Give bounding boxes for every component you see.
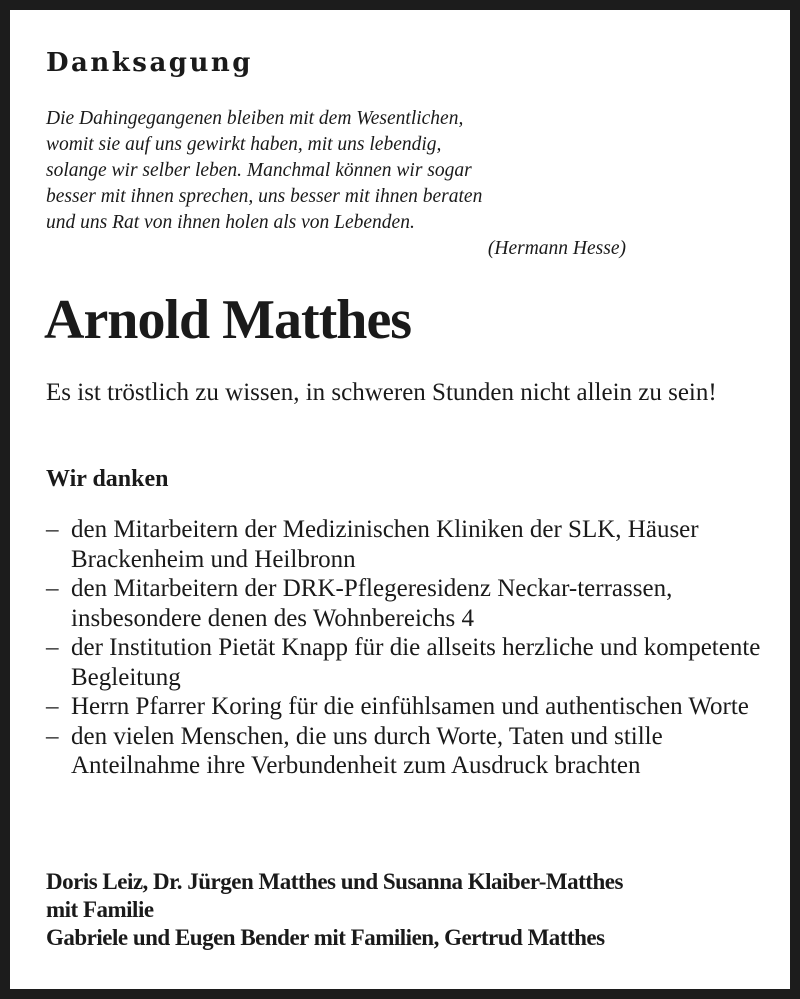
deceased-name: Arnold Matthes [44,289,412,351]
list-item: – der Institution Pietät Knapp für die allseits herzliche und kompetente Begleitung [46,634,761,691]
quote-author: (Hermann Hesse) [487,238,626,259]
heading: Danksagung [46,48,253,78]
list-item: – den vielen Menschen, die uns durch Worte, Taten und stille Anteilnahme ihre Verbundenheit zum Ausdruck brachten [46,722,663,779]
quote-line: besser mit ihnen sprechen, uns besser mit ihnen beraten [46,186,483,207]
dash-bullet: – [46,634,59,661]
quote-block [46,106,626,262]
list-item: – den Mitarbeitern der Medizinischen Kliniken der SLK, Häuser Brackenheim und Heilbronn [46,516,699,573]
quote-line: und uns Rat von ihnen holen als von Lebenden. [46,212,415,233]
signer-line: mit Familie [46,897,154,922]
list-item: – den Mitarbeitern der DRK-Pflegeresidenz Neckar-terrassen, insbesondere denen des Wohnbereichs 4 [46,575,673,632]
quote-line: Die Dahingegangenen bleiben mit dem Wesentlichen, [46,108,464,129]
thanks-list [46,515,766,781]
signer-line: Doris Leiz, Dr. Jürgen Matthes und Susanna Klaiber-Matthes [46,869,623,894]
quote-line: solange wir selber leben. Manchmal können wir sogar [46,160,472,181]
obituary-card [10,10,790,989]
signer-line: Gabriele und Eugen Bender mit Familien, Gertrud Matthes [46,925,605,950]
signers [46,868,786,952]
intro-text: Es ist tröstlich zu wissen, in schweren Stunden nicht allein zu sein! [46,379,717,406]
dash-bullet: – [46,693,59,720]
dash-bullet: – [46,575,59,602]
list-item: – Herrn Pfarrer Koring für die einfühlsamen und authentischen Worte [46,693,749,720]
thanks-title: Wir danken [46,466,169,492]
dash-bullet: – [46,722,59,750]
quote-line: womit sie auf uns gewirkt haben, mit uns lebendig, [46,134,442,155]
dash-bullet: – [46,516,59,543]
